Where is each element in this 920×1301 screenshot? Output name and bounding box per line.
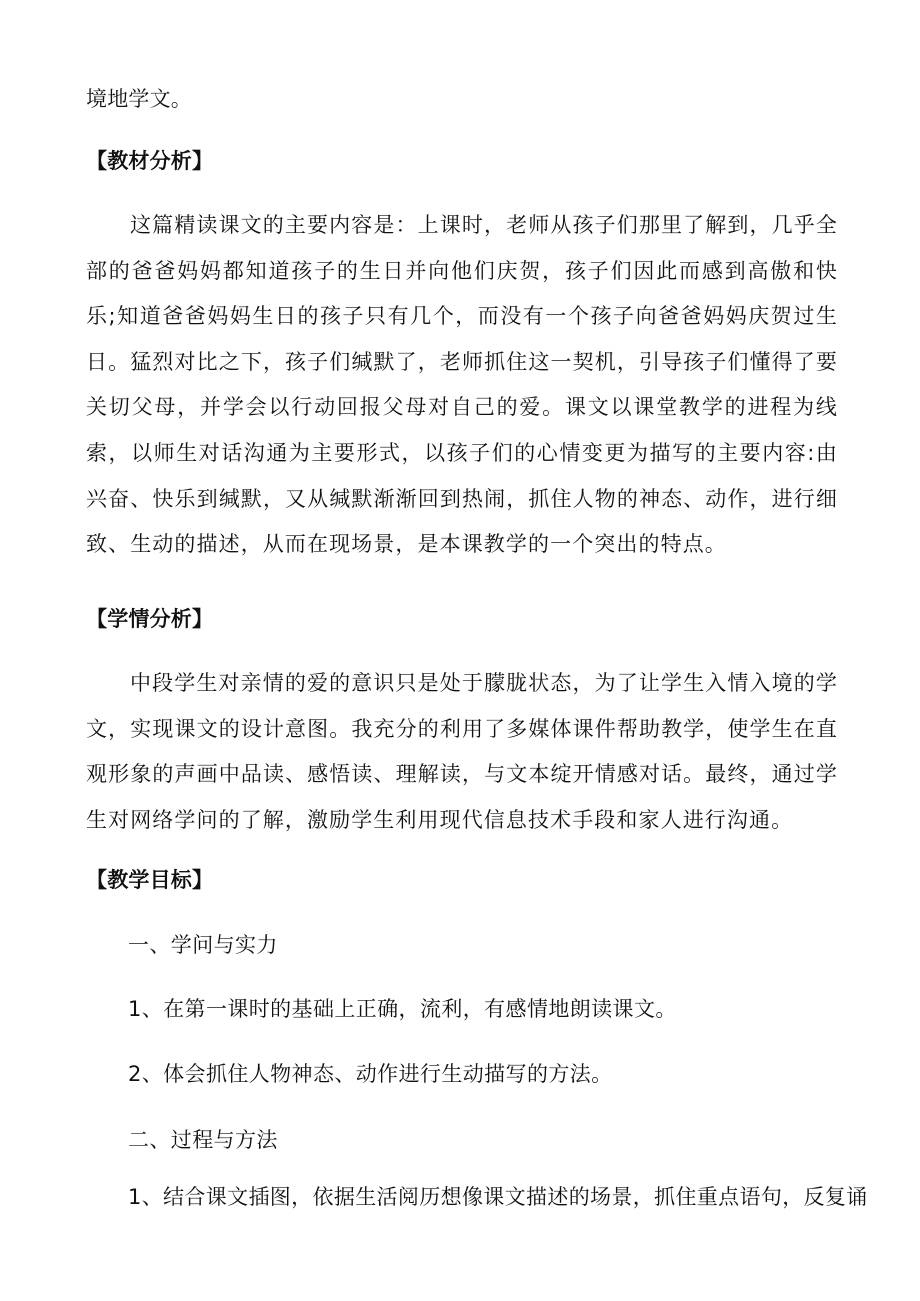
heading-teaching-goals: 【教学目标】 [86, 868, 214, 892]
intro-tail-text: 境地学文。 [86, 87, 192, 111]
goal-item-2-1: 1、结合课文插图，依据生活阅历想像课文描述的场景，抓住重点语句，反复诵 [128, 1185, 868, 1209]
goal-section-knowledge-ability: 一、学问与实力 [128, 933, 278, 957]
heading-learner-analysis: 【学情分析】 [86, 607, 214, 631]
textbook-analysis-paragraph [86, 203, 838, 568]
heading-textbook-analysis: 【教材分析】 [86, 149, 214, 173]
goal-item-1-1: 1、在第一课时的基础上正确，流利，有感情地朗读课文。 [128, 997, 677, 1021]
learner-analysis-body: 中段学生对亲情的爱的意识只是处于朦胧状态，为了让学生入情入境的学文，实现课文的设计意图。我充分的利用了多媒体课件帮助教学，使学生在直观形象的声画中品读、感悟读、理解读，与文本绽开情感对话。最终，通过学生对网络学问的了解，激励学生利用现代信息技术手段和家人进行沟通。 [86, 671, 838, 832]
learner-analysis-paragraph [86, 661, 838, 843]
goal-section-process-method: 二、过程与方法 [128, 1128, 278, 1152]
textbook-analysis-body: 这篇精读课文的主要内容是：上课时，老师从孩子们那里了解到，几乎全部的爸爸妈妈都知道孩子的生日并向他们庆贺，孩子们因此而感到高傲和快乐;知道爸爸妈妈生日的孩子只有几个，而没有一个孩子向爸爸妈妈庆贺过生日。猛烈对比之下，孩子们缄默了，老师抓住这一契机，引导孩子们懂得了要关切父母，并学会以行动回报父母对自己的爱。课文以课堂教学的进程为线索，以师生对话沟通为主要形式，以孩子们的心情变更为描写的主要内容:由兴奋、快乐到缄默，又从缄默渐渐回到热闹，抓住人物的神态、动作，进行细致、生动的描述，从而在现场景，是本课教学的一个突出的特点。 [86, 213, 838, 557]
goal-item-1-2: 2、体会抓住人物神态、动作进行生动描写的方法。 [128, 1062, 613, 1086]
